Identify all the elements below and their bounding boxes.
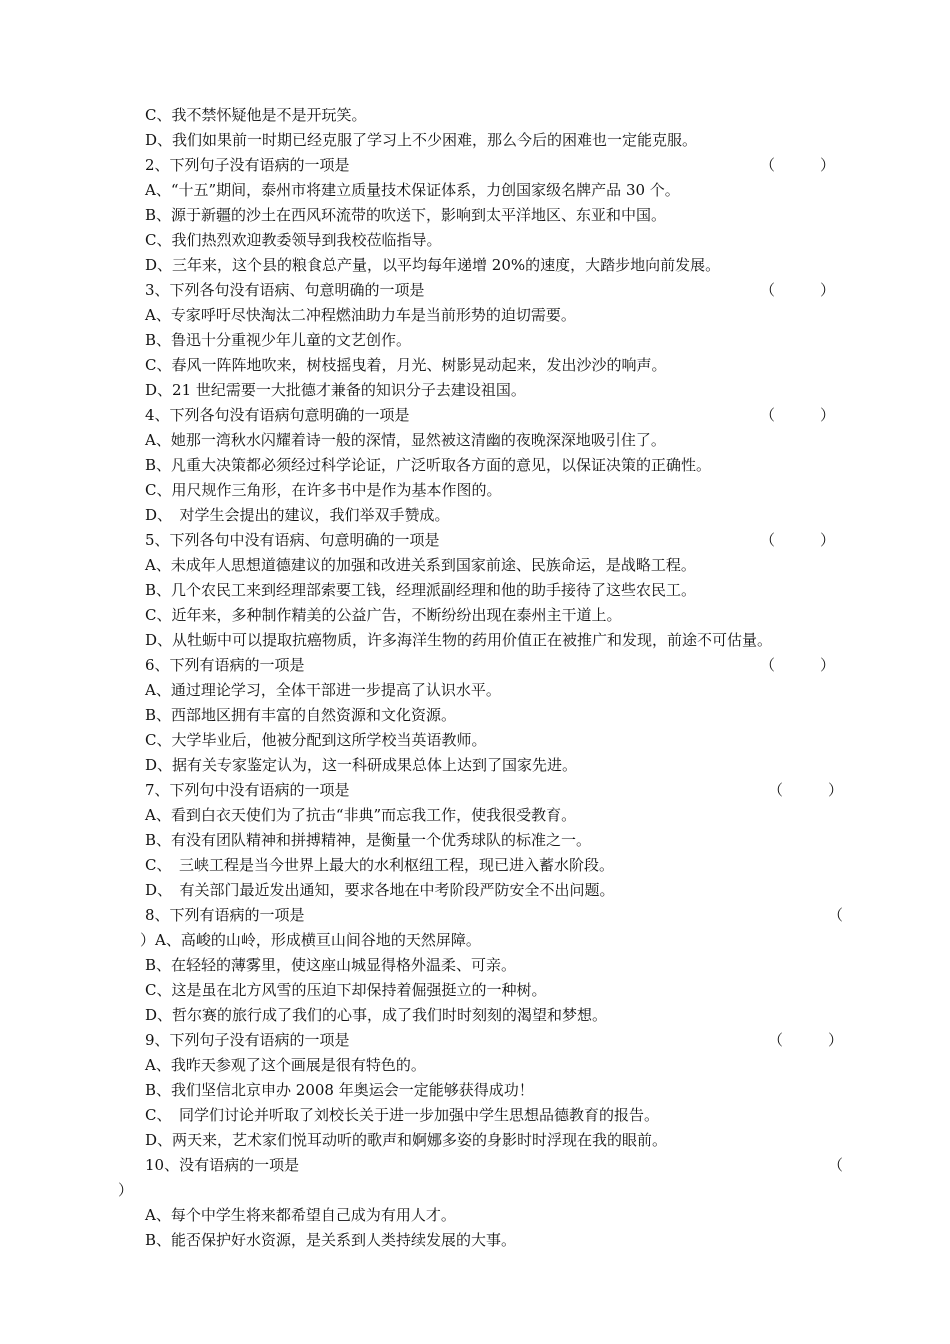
line-text: C、我不禁怀疑他是不是开玩笑。 xyxy=(145,106,367,124)
question-line xyxy=(145,780,840,800)
text-line xyxy=(145,330,840,350)
question-text: 2、下列句子没有语病的一项是 xyxy=(145,156,350,174)
text-line xyxy=(140,930,840,950)
line-text: B、西部地区拥有丰富的自然资源和文化资源。 xyxy=(145,706,457,724)
line-text: A、专家呼吁尽快淘汰二冲程燃油助力车是当前形势的迫切需要。 xyxy=(145,306,576,324)
text-line xyxy=(145,180,840,200)
question-text: 5、下列各句中没有语病、句意明确的一项是 xyxy=(145,531,440,549)
question-text: 3、下列各句没有语病、句意明确的一项是 xyxy=(145,281,425,299)
text-line xyxy=(145,430,840,450)
answer-bracket: （ ） xyxy=(768,1031,844,1049)
text-line xyxy=(145,1005,840,1025)
text-line xyxy=(145,380,840,400)
line-text: B、源于新疆的沙土在西风环流带的吹送下，影响到太平洋地区、东亚和中国。 xyxy=(145,206,667,224)
question-text: 9、下列句子没有语病的一项是 xyxy=(145,1031,350,1049)
line-text: C、春风一阵阵地吹来，树枝摇曳着，月光、树影晃动起来，发出沙沙的响声。 xyxy=(145,356,667,374)
line-text: C、大学毕业后，他被分配到这所学校当英语教师。 xyxy=(145,731,487,749)
line-text: C、 三峡工程是当今世界上最大的水利枢纽工程，现已进入蓄水阶段。 xyxy=(145,856,614,874)
text-line xyxy=(145,230,840,250)
text-line xyxy=(145,105,840,125)
line-text: B、凡重大决策都必须经过科学论证，广泛听取各方面的意见，以保证决策的正确性。 xyxy=(145,456,712,474)
text-line xyxy=(145,505,840,525)
line-text: B、几个农民工来到经理部索要工钱，经理派副经理和他的助手接待了这些农民工。 xyxy=(145,581,697,599)
text-line xyxy=(145,1230,840,1250)
line-text: ）A、高峻的山岭，形成横亘山间谷地的天然屏障。 xyxy=(140,931,481,949)
line-text: A、通过理论学习，全体干部进一步提高了认识水平。 xyxy=(145,681,501,699)
answer-bracket: （ ） xyxy=(768,781,844,799)
line-text: B、有没有团队精神和拼搏精神，是衡量一个优秀球队的标准之一。 xyxy=(145,831,592,849)
question-line xyxy=(145,405,840,425)
question-line xyxy=(145,1030,840,1050)
line-text: A、未成年人思想道德建议的加强和改进关系到国家前途、民族命运，是战略工程。 xyxy=(145,556,696,574)
question-text: 4、下列各句没有语病句意明确的一项是 xyxy=(145,406,410,424)
question-line xyxy=(145,655,840,675)
line-text: D、21 世纪需要一大批德才兼备的知识分子去建设祖国。 xyxy=(145,381,526,399)
text-line xyxy=(145,1080,840,1100)
question-line xyxy=(145,905,840,925)
text-line xyxy=(145,980,840,1000)
line-text: A、“十五”期间，泰州市将建立质量技术保证体系，力创国家级名牌产品 30 个。 xyxy=(145,181,680,199)
text-line xyxy=(145,1205,840,1225)
text-line xyxy=(145,805,840,825)
text-line xyxy=(145,255,840,275)
text-line xyxy=(145,730,840,750)
text-line xyxy=(145,305,840,325)
text-line xyxy=(145,830,840,850)
line-text: C、这是虽在北方风雪的压迫下却保持着倔强挺立的一种树。 xyxy=(145,981,547,999)
text-line xyxy=(145,1105,840,1125)
text-line xyxy=(118,1180,840,1200)
answer-bracket: （ ） xyxy=(760,156,836,174)
question-text: 6、下列有语病的一项是 xyxy=(145,656,305,674)
question-line xyxy=(145,530,840,550)
text-line xyxy=(145,355,840,375)
question-line xyxy=(145,280,840,300)
line-text: C、 同学们讨论并听取了刘校长关于进一步加强中学生思想品德教育的报告。 xyxy=(145,1106,659,1124)
answer-bracket: （ ） xyxy=(760,406,836,424)
question-line xyxy=(145,155,840,175)
line-text: B、在轻轻的薄雾里，使这座山城显得格外温柔、可亲。 xyxy=(145,956,517,974)
question-line xyxy=(145,1155,840,1175)
text-line xyxy=(145,605,840,625)
text-line xyxy=(145,580,840,600)
line-text: D、两天来，艺术家们悦耳动听的歌声和婀娜多姿的身影时时浮现在我的眼前。 xyxy=(145,1131,668,1149)
text-line xyxy=(145,1055,840,1075)
text-line xyxy=(145,130,840,150)
text-line xyxy=(145,630,840,650)
text-line xyxy=(145,680,840,700)
line-text: B、能否保护好水资源，是关系到人类持续发展的大事。 xyxy=(145,1231,517,1249)
answer-bracket: （ ） xyxy=(760,531,836,549)
line-text: B、鲁迅十分重视少年儿童的文艺创作。 xyxy=(145,331,412,349)
line-text: D、据有关专家鉴定认为，这一科研成果总体上达到了国家先进。 xyxy=(145,756,578,774)
text-line xyxy=(145,855,840,875)
line-text: C、近年来，多种制作精美的公益广告，不断纷纷出现在泰州主干道上。 xyxy=(145,606,622,624)
line-text: ） xyxy=(118,1181,134,1199)
line-text: D、三年来，这个县的粮食总产量，以平均每年递增 20%的速度，大踏步地向前发展。 xyxy=(145,256,721,274)
text-line xyxy=(145,1130,840,1150)
answer-bracket: （ xyxy=(828,1156,844,1174)
line-text: B、我们坚信北京申办 2008 年奥运会一定能够获得成功！ xyxy=(145,1081,534,1099)
answer-bracket: （ ） xyxy=(760,656,836,674)
line-text: A、她那一湾秋水闪耀着诗一般的深情，显然被这清幽的夜晚深深地吸引住了。 xyxy=(145,431,666,449)
text-line xyxy=(145,705,840,725)
text-line xyxy=(145,955,840,975)
question-text: 10、没有语病的一项是 xyxy=(145,1156,300,1174)
line-text: C、用尺规作三角形，在许多书中是作为基本作图的。 xyxy=(145,481,502,499)
line-text: C、我们热烈欢迎教委领导到我校莅临指导。 xyxy=(145,231,442,249)
line-text: A、我昨天参观了这个画展是很有特色的。 xyxy=(145,1056,426,1074)
answer-bracket: （ ） xyxy=(760,281,836,299)
text-line xyxy=(145,480,840,500)
line-text: A、看到白衣天使们为了抗击“非典”而忘我工作，使我很受教育。 xyxy=(145,806,577,824)
line-text: D、 有关部门最近发出通知，要求各地在中考阶段严防安全不出问题。 xyxy=(145,881,615,899)
text-line xyxy=(145,755,840,775)
line-text: D、从牡蛎中可以提取抗癌物质，许多海洋生物的药用价值正在被推广和发现，前途不可估量。 xyxy=(145,631,773,649)
answer-bracket: （ xyxy=(828,906,844,924)
text-line xyxy=(145,555,840,575)
line-text: D、我们如果前一时期已经克服了学习上不少困难，那么今后的困难也一定能克服。 xyxy=(145,131,698,149)
line-text: A、每个中学生将来都希望自己成为有用人才。 xyxy=(145,1206,456,1224)
text-line xyxy=(145,880,840,900)
line-text: D、哲尔赛的旅行成了我们的心事，成了我们时时刻刻的渴望和梦想。 xyxy=(145,1006,608,1024)
text-line xyxy=(145,205,840,225)
question-text: 8、下列有语病的一项是 xyxy=(145,906,305,924)
question-text: 7、下列句中没有语病的一项是 xyxy=(145,781,350,799)
text-line xyxy=(145,455,840,475)
line-text: D、 对学生会提出的建议，我们举双手赞成。 xyxy=(145,506,450,524)
